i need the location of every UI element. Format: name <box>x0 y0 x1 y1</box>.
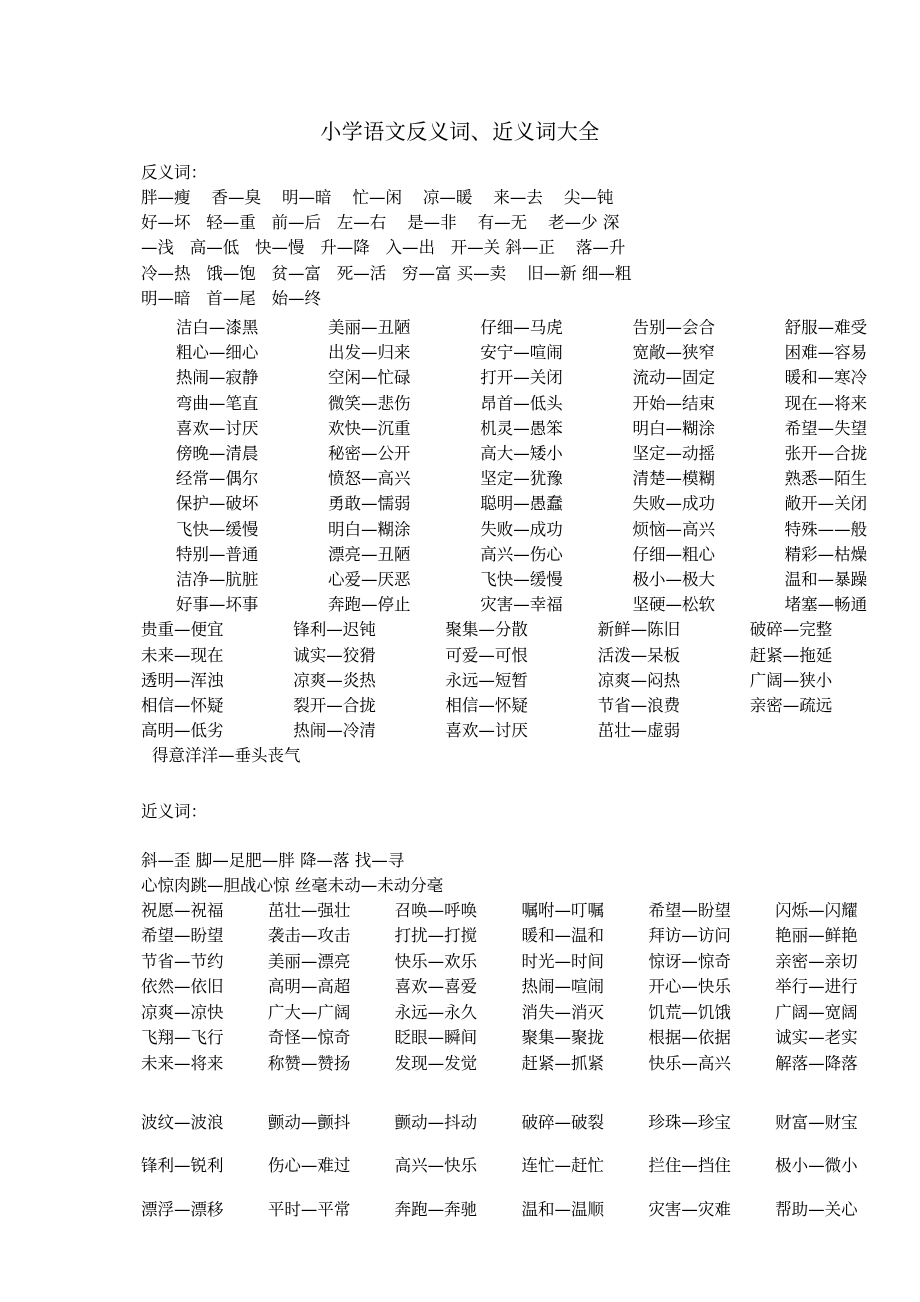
antonyms-pair-cell: 茁壮—虚弱 <box>597 721 681 741</box>
antonyms-pair-cell: 明白—糊涂 <box>328 519 411 539</box>
synonyms-pair-cell: 惊讶—惊奇 <box>648 951 731 971</box>
antonyms-pair-cell: 弯曲—笔直 <box>175 393 259 413</box>
antonyms-intro-lines <box>0 185 920 311</box>
antonyms-pair-cell: 节省—浪费 <box>597 696 681 716</box>
antonyms-section-label: 反义词： <box>141 163 207 182</box>
antonyms-pair-cell: 亲密—疏远 <box>749 696 833 716</box>
synonyms-spaced-row <box>0 1153 920 1178</box>
antonyms-pair-cell: 精彩—枯燥 <box>784 544 868 564</box>
synonyms-pair-cell: 袭击—攻击 <box>267 926 351 946</box>
antonyms-pair-cell: 诚实—狡猾 <box>293 645 376 665</box>
synonyms-pair-cell: 平时—平常 <box>267 1199 351 1219</box>
antonyms-intro-line: 好—坏 轻—重 前—后 左—右 是—非 有—无 老—少 深 <box>141 213 620 233</box>
antonyms-intro-line: 胖—瘦 香—臭 明—暗 忙—闲 凉—暖 来—去 尖—钝 <box>141 188 614 207</box>
antonyms-pair-cell: 张开—合拢 <box>784 444 868 464</box>
antonyms-pair-cell: 活泼—呆板 <box>597 645 681 665</box>
antonyms-pair-cell: 透明—浑浊 <box>141 670 224 690</box>
antonyms-pair-cell: 凉爽—闷热 <box>597 670 681 690</box>
synonyms-pair-cell: 时光—时间 <box>521 951 604 971</box>
antonyms-pair-cell: 微笑—悲伤 <box>328 393 411 413</box>
synonyms-pair-cell: 嘱咐—叮嘱 <box>521 901 604 921</box>
antonyms-pair-cell: 美丽—丑陋 <box>328 318 411 338</box>
antonyms-pair-cell: 出发—归来 <box>328 343 411 363</box>
antonyms-pair-cell: 漂亮—丑陋 <box>328 544 411 564</box>
synonyms-pair-cell: 依然—依旧 <box>141 977 224 997</box>
antonyms-pair-cell: 告别—会合 <box>632 318 715 338</box>
synonyms-pair-cell: 打扰—打搅 <box>394 926 478 946</box>
antonyms-pair-cell: 粗心—细心 <box>175 343 259 363</box>
antonyms-pair-cell: 凉爽—炎热 <box>293 670 376 690</box>
synonyms-pair-cell: 拜访—访问 <box>648 926 731 946</box>
synonyms-pair-cell: 奔跑—奔驰 <box>394 1199 478 1219</box>
antonyms-pair-cell: 洁白—漆黑 <box>175 318 259 338</box>
synonyms-spaced-spacer <box>0 1076 920 1092</box>
antonyms-pair-cell: 烦恼—高兴 <box>632 519 715 539</box>
synonyms-pair-cell: 消失—消灭 <box>521 1002 604 1022</box>
antonyms-pair-cell: 聪明—愚蠢 <box>480 494 563 514</box>
antonyms-pair-cell: 裂开—合拢 <box>293 696 376 716</box>
antonyms-pair-cell: 安宁—喧闹 <box>480 343 563 363</box>
synonyms-pair-cell: 艳丽—鲜艳 <box>775 926 858 946</box>
antonyms-pair-cell: 相信—怀疑 <box>445 696 528 716</box>
antonyms-pair-cell: 仔细—粗心 <box>632 544 715 564</box>
synonyms-pair-cell: 诚实—老实 <box>775 1028 858 1048</box>
antonyms-pair-cell: 高大—矮小 <box>480 444 563 464</box>
synonyms-pair-cell: 破碎—破裂 <box>521 1112 604 1132</box>
antonyms-pair-cell: 喜欢—讨厌 <box>175 418 259 438</box>
antonyms-pair-cell: 暖和—寒冷 <box>784 368 868 388</box>
synonyms-pair-cell: 高兴—快乐 <box>394 1156 478 1176</box>
synonyms-pair-cell: 开心—快乐 <box>648 977 731 997</box>
antonyms-pair-cell: 高明—低劣 <box>141 721 224 741</box>
antonyms-pair-cell: 打开—关闭 <box>480 368 563 388</box>
antonyms-pair-cell: 新鲜—陈旧 <box>597 620 681 640</box>
synonyms-pair-cell: 广阔—宽阔 <box>775 1002 858 1022</box>
antonyms-pair-cell: 温和—暴躁 <box>784 570 868 590</box>
synonyms-pair-cell: 喜欢—喜爱 <box>394 977 478 997</box>
antonyms-pair-cell: 极小—极大 <box>632 570 715 590</box>
antonyms-tail-entry: 得意洋洋—垂头丧气 <box>152 746 301 766</box>
antonyms-pair-cell: 空闲—忙碌 <box>328 368 411 388</box>
antonyms-pair-cell: 未来—现在 <box>141 645 224 665</box>
antonyms-pair-cell: 开始—结束 <box>632 393 715 413</box>
synonyms-pair-cell: 波纹—波浪 <box>141 1112 224 1132</box>
synonyms-pair-cell: 快乐—高兴 <box>648 1053 731 1073</box>
antonyms-pair-cell: 失败—成功 <box>632 494 715 514</box>
synonyms-pair-cell: 财富—财宝 <box>775 1112 858 1132</box>
synonyms-pair-cell: 未来—将来 <box>141 1053 224 1073</box>
antonyms-pair-cell: 贵重—便宜 <box>141 620 224 640</box>
antonyms-pair-cell: 广阔—狭小 <box>749 670 833 690</box>
synonyms-pair-cell: 连忙—赶忙 <box>521 1156 604 1176</box>
synonyms-pair-cell: 锋利—锐利 <box>141 1156 224 1176</box>
synonyms-spaced-row <box>0 1110 920 1135</box>
antonyms-pair-cell: 傍晚—清晨 <box>175 444 259 464</box>
antonyms-pair-cell: 高兴—伤心 <box>480 544 563 564</box>
page-title: 小学语文反义词、近义词大全 <box>320 120 600 144</box>
synonyms-pair-cell: 帮助—关心 <box>775 1199 858 1219</box>
synonyms-section-label: 近义词： <box>141 801 207 821</box>
antonyms-pair-cell: 飞快—缓慢 <box>175 519 259 539</box>
antonyms-intro-line: —浅 高—低 快—慢 升—降 入—出 开—关 斜—正 落—升 <box>141 238 626 258</box>
synonyms-intro-line: 心惊肉跳—胆战心惊 丝毫未动—未动分毫 <box>141 875 444 895</box>
synonyms-pair-cell: 茁壮—强壮 <box>267 901 351 921</box>
synonyms-pair-cell: 广大—广阔 <box>267 1002 351 1022</box>
synonyms-pair-cell: 伤心—难过 <box>267 1156 351 1176</box>
synonyms-pair-cell: 召唤—呼唤 <box>394 901 478 921</box>
synonyms-pair-cell: 极小—微小 <box>775 1156 858 1176</box>
antonyms-pair-cell: 坚定—犹豫 <box>480 469 563 489</box>
synonyms-pair-cell: 亲密—亲切 <box>775 951 858 971</box>
antonyms-pair-cell: 保护—破坏 <box>175 494 259 514</box>
antonyms-pair-cell: 舒服—难受 <box>784 318 868 338</box>
antonyms-intro-line: 冷—热 饿—饱 贫—富 死—活 穷—富 买—卖 旧—新 细—粗 <box>141 263 632 283</box>
antonyms-pair-cell: 锋利—迟钝 <box>293 620 376 640</box>
antonyms-pair-cell: 特殊——般 <box>784 519 868 539</box>
antonyms-pair-cell: 热闹—冷清 <box>293 721 376 741</box>
antonyms-pair-cell: 灾害—幸福 <box>480 595 563 615</box>
synonyms-spacer <box>0 824 920 848</box>
synonyms-pair-cell: 赶紧—抓紧 <box>521 1053 604 1073</box>
antonyms-pair-cell: 坚硬—松软 <box>632 595 715 615</box>
antonyms-pair-cell: 愤怒—高兴 <box>328 469 411 489</box>
antonyms-pair-cell: 欢快—沉重 <box>328 418 411 438</box>
synonyms-pair-cell: 眨眼—瞬间 <box>394 1028 478 1048</box>
synonyms-pair-cell: 颤动—颤抖 <box>267 1112 351 1132</box>
synonyms-pair-cell: 闪烁—闪耀 <box>775 901 858 921</box>
synonyms-intro-lines <box>0 848 920 898</box>
synonyms-pair-cell: 快乐—欢乐 <box>394 951 478 971</box>
antonyms-pair-cell: 喜欢—讨厌 <box>445 721 528 741</box>
synonyms-pair-cell: 希望—盼望 <box>648 901 731 921</box>
antonyms-pair-cell: 现在—将来 <box>784 393 868 413</box>
synonyms-pair-cell: 颤动—抖动 <box>394 1112 478 1132</box>
synonyms-pair-cell: 漂浮—漂移 <box>141 1199 224 1219</box>
antonyms-pair-cell: 明白—糊涂 <box>632 418 715 438</box>
synonyms-pair-cell: 拦住—挡住 <box>648 1156 731 1176</box>
section-spacer <box>0 769 920 799</box>
antonyms-pair-cell: 堵塞—畅通 <box>784 595 868 615</box>
antonyms-pair-cell: 仔细—马虎 <box>480 318 563 338</box>
antonyms-table <box>0 315 920 743</box>
antonyms-pair-cell: 宽敞—狭窄 <box>632 343 715 363</box>
antonyms-pair-cell: 聚集—分散 <box>445 620 528 640</box>
synonyms-pair-cell: 飞翔—飞行 <box>141 1028 224 1048</box>
antonyms-pair-cell: 坚定—动摇 <box>632 444 715 464</box>
synonyms-pair-cell: 凉爽—凉快 <box>141 1002 224 1022</box>
antonyms-pair-cell: 困难—容易 <box>784 343 868 363</box>
synonyms-pair-cell: 高明—高超 <box>267 977 351 997</box>
synonyms-pair-cell: 珍珠—珍宝 <box>648 1112 731 1132</box>
synonyms-pair-cell: 举行—进行 <box>775 977 858 997</box>
synonyms-pair-cell: 祝愿—祝福 <box>141 901 224 921</box>
synonyms-pair-cell: 永远—永久 <box>394 1002 478 1022</box>
antonyms-pair-cell: 勇敢—懦弱 <box>328 494 411 514</box>
antonyms-pair-cell: 敞开—关闭 <box>784 494 868 514</box>
antonyms-pair-cell: 永远—短暂 <box>445 670 528 690</box>
antonyms-pair-cell: 好事—坏事 <box>175 595 259 615</box>
antonyms-pair-cell: 奔跑—停止 <box>328 595 411 615</box>
antonyms-pair-cell: 流动—固定 <box>632 368 715 388</box>
antonyms-pair-cell: 机灵—愚笨 <box>480 418 563 438</box>
synonyms-pair-cell: 奇怪—惊奇 <box>267 1028 351 1048</box>
synonyms-pair-cell: 根据—依据 <box>648 1028 731 1048</box>
synonyms-pair-cell: 发现—发觉 <box>394 1053 478 1073</box>
synonyms-intro-line: 斜—歪 脚—足肥—胖 降—落 找—寻 <box>141 850 405 870</box>
synonyms-pair-cell: 饥荒—饥饿 <box>648 1002 731 1022</box>
antonyms-pair-cell: 秘密—公开 <box>328 444 411 464</box>
antonyms-pair-cell: 心爱—厌恶 <box>328 570 411 590</box>
antonyms-pair-cell: 热闹—寂静 <box>175 368 259 388</box>
antonyms-pair-cell: 清楚—模糊 <box>632 469 715 489</box>
synonyms-pair-cell: 聚集—聚拢 <box>521 1028 604 1048</box>
synonyms-pair-cell: 暖和—温和 <box>521 926 604 946</box>
antonyms-pair-cell: 相信—怀疑 <box>141 696 224 716</box>
synonyms-pair-cell: 解落—降落 <box>775 1053 858 1073</box>
synonyms-pair-cell: 称赞—赞扬 <box>267 1053 351 1073</box>
synonyms-pair-cell: 希望—盼望 <box>141 926 224 946</box>
antonyms-pair-cell: 飞快—缓慢 <box>480 570 563 590</box>
antonyms-pair-cell: 熟悉—陌生 <box>784 469 868 489</box>
antonyms-pair-cell: 可爱—可恨 <box>445 645 528 665</box>
synonyms-table <box>0 898 920 1076</box>
antonyms-pair-cell: 洁净—肮脏 <box>175 570 259 590</box>
synonyms-spaced-rows <box>0 1110 920 1222</box>
antonyms-intro-line: 明—暗 首—尾 始—终 <box>141 288 321 308</box>
synonyms-pair-cell: 温和—温顺 <box>521 1199 604 1219</box>
antonyms-pair-cell: 希望—失望 <box>784 418 868 438</box>
synonyms-pair-cell: 美丽—漂亮 <box>267 951 351 971</box>
antonyms-pair-cell: 破碎—完整 <box>749 620 833 640</box>
synonyms-pair-cell: 节省—节约 <box>141 951 224 971</box>
antonyms-pair-cell: 特别—普通 <box>175 544 259 564</box>
antonyms-pair-cell: 经常—偶尔 <box>175 469 259 489</box>
synonyms-pair-cell: 热闹—喧闹 <box>521 977 604 997</box>
synonyms-pair-cell: 灾害—灾难 <box>648 1199 731 1219</box>
antonyms-pair-cell: 昂首—低头 <box>480 393 563 413</box>
antonyms-pair-cell: 失败—成功 <box>480 519 563 539</box>
synonyms-spaced-row <box>0 1197 920 1222</box>
antonyms-pair-cell: 赶紧—拖延 <box>749 645 833 665</box>
